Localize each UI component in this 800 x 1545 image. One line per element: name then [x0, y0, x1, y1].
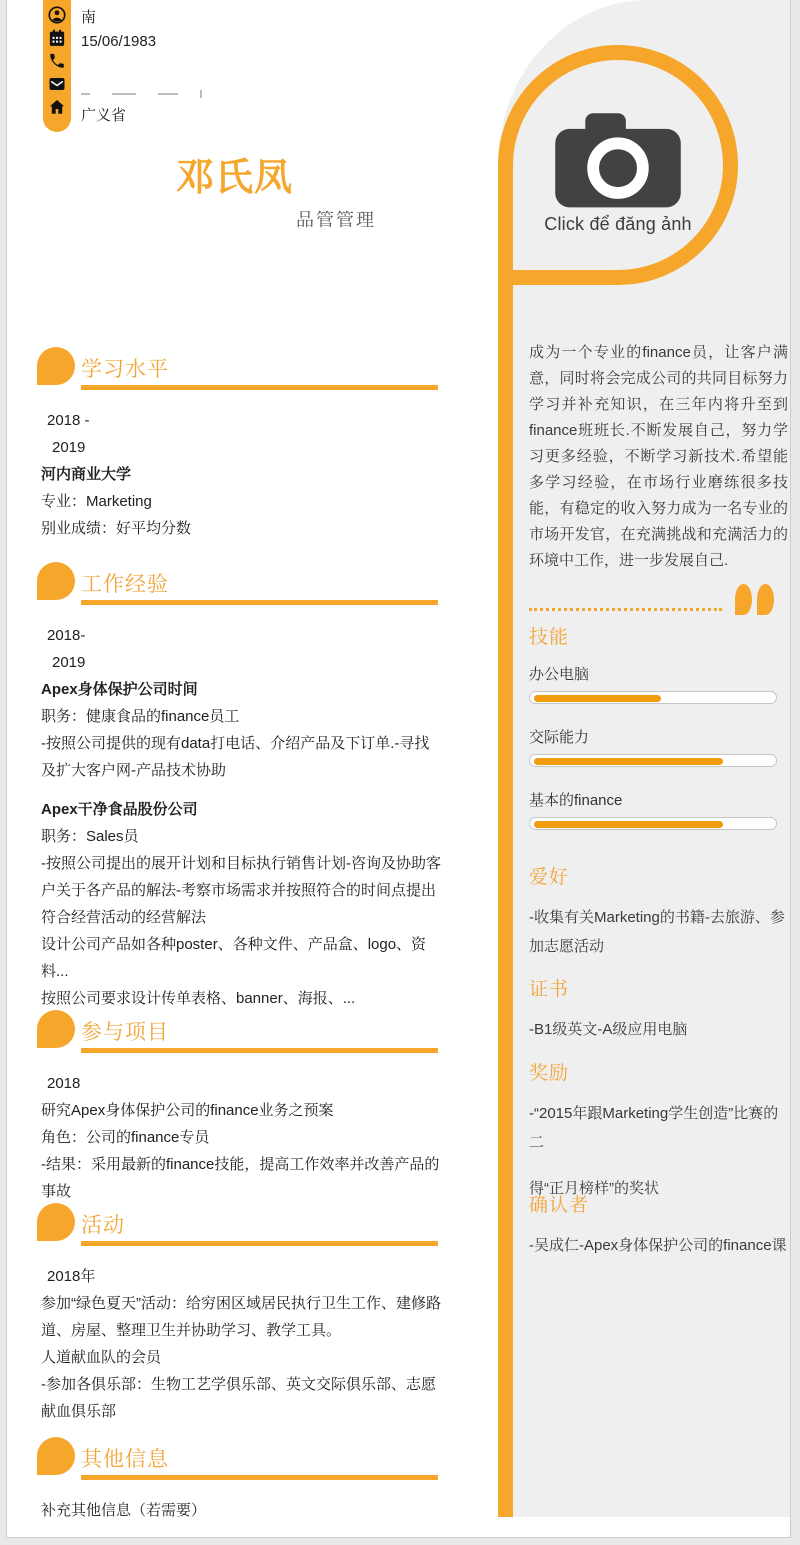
section-underline — [81, 1475, 438, 1480]
phone-icon — [48, 52, 66, 70]
projects-period: 2018 — [47, 1075, 81, 1092]
section-bullet-blob — [37, 1437, 75, 1475]
section-title: 活动 — [81, 1214, 125, 1237]
education-grade: 别业成绩：好平均分数 — [41, 520, 192, 537]
certificates-text: -B1级英文-A级应用电脑 — [529, 1021, 688, 1038]
references-block — [529, 1190, 788, 1260]
skill-label: 基本的finance — [529, 792, 623, 809]
activities-line-1: 参加“绿色夏天”活动：给穷困区域居民执行卫生工作、建修路道、房屋、整理卫生并协助学习、教学工具。 — [41, 1295, 441, 1339]
section-underline — [81, 385, 438, 390]
section-education — [37, 347, 442, 542]
contact-name-value: 南 — [81, 9, 97, 26]
education-period-start: 2018 - — [47, 412, 90, 429]
skill-bar-fill — [534, 695, 661, 702]
experience-company-2: Apex干净食品股份公司 — [41, 801, 198, 818]
candidate-job-title: 品管管理 — [296, 210, 376, 230]
section-title: 工作经验 — [81, 573, 169, 596]
skill-item — [529, 789, 788, 830]
section-underline — [81, 600, 438, 605]
certificates-title: 证书 — [529, 979, 570, 1000]
quote-icon — [735, 584, 774, 615]
hobbies-text: -收集有关Marketing的书籍-去旅游、参加志愿活动 — [529, 909, 785, 955]
skill-bar — [529, 754, 777, 767]
experience-role-1: 职务：健康食品的finance员工 — [41, 708, 240, 725]
skill-label: 办公电脑 — [529, 666, 590, 683]
section-underline — [81, 1241, 438, 1246]
objective-divider — [529, 582, 788, 622]
skill-item — [529, 726, 788, 767]
skill-bar — [529, 691, 777, 704]
skill-label: 交际能力 — [529, 729, 590, 746]
photo-upload-area[interactable] — [498, 45, 738, 285]
home-icon — [48, 98, 66, 116]
email-icon — [48, 75, 66, 93]
education-period-end: 2019 — [52, 439, 86, 456]
cv-page — [6, 0, 791, 1538]
section-title: 学习水平 — [81, 358, 169, 381]
section-title: 其他信息 — [81, 1448, 169, 1471]
camera-icon — [552, 108, 684, 210]
experience-desc-2b: 设计公司产品如各种poster、各种文件、产品盒、logo、资料... — [41, 936, 427, 980]
certificates-block — [529, 974, 788, 1044]
experience-desc-1: -按照公司提供的现有data打电话、介绍产品及下订单.-寻找及扩大客户网-产品技术协助 — [41, 735, 430, 779]
projects-line-1: 研究Apex身体保护公司的finance业务之预案 — [41, 1102, 334, 1119]
contact-birthdate-value: 15/06/1983 — [81, 33, 157, 50]
contact-icon-bar — [43, 0, 71, 132]
activities-line-2: 人道献血队的会员 — [41, 1349, 162, 1366]
references-text: -吴成仁-Apex身体保护公司的finance课 — [529, 1237, 787, 1254]
awards-line-1: -“2015年跟Marketing学生创造”比赛的二 — [529, 1105, 779, 1151]
section-title: 参与项目 — [81, 1021, 169, 1044]
section-bullet-blob — [37, 347, 75, 385]
experience-period-start: 2018- — [47, 627, 86, 644]
section-projects — [37, 1010, 442, 1205]
experience-role-2: 职务：Sales员 — [41, 828, 139, 845]
experience-desc-2a: -按照公司提出的展开计划和目标执行销售计划-咨询及协助客户关于各产品的解法-考察市场需求并按照符合的时间点提出符合经营活动的经营解法 — [41, 855, 441, 926]
skills-block — [529, 622, 788, 852]
section-other-info — [37, 1437, 442, 1524]
accent-bar — [498, 283, 513, 1517]
projects-line-2: 角色：公司的finance专员 — [41, 1129, 210, 1146]
experience-company-1: Apex身体保护公司时间 — [41, 681, 198, 698]
awards-title: 奖励 — [529, 1063, 570, 1084]
hobbies-title: 爱好 — [529, 867, 570, 888]
activities-line-3: -参加各俱乐部：生物工艺学俱乐部、英文交际俱乐部、志愿献血俱乐部 — [41, 1376, 436, 1420]
skill-item — [529, 663, 788, 704]
section-bullet-blob — [37, 1010, 75, 1048]
experience-desc-2c: 按照公司要求设计传单表格、banner、海报、... — [41, 990, 356, 1007]
contact-address-value: 广义省 — [81, 107, 127, 124]
user-icon — [48, 6, 66, 24]
skills-title: 技能 — [529, 627, 570, 648]
education-major: 专业：Marketing — [41, 493, 152, 510]
section-activities — [37, 1203, 442, 1425]
skill-bar-fill — [534, 821, 723, 828]
other-info-text: 补充其他信息（若需要） — [41, 1502, 207, 1519]
section-experience — [37, 562, 442, 1039]
skill-bar — [529, 817, 777, 830]
activities-period: 2018年 — [47, 1268, 96, 1285]
awards-line-2: 得“正月榜样”的奖状 — [529, 1180, 659, 1197]
section-underline — [81, 1048, 438, 1053]
projects-line-3: -结果：采用最新的finance技能，提高工作效率并改善产品的事故 — [41, 1156, 440, 1200]
contact-email-value — [81, 84, 202, 104]
section-bullet-blob — [37, 562, 75, 600]
calendar-icon — [48, 29, 66, 47]
dotted-line — [529, 608, 722, 611]
candidate-name: 邓氏凤 — [176, 157, 294, 199]
career-objective: 成为一个专业的finance员，让客户满意，同时将会完成公司的共同目标努力学习并补充知识，在三年内将升至到finance班班长.不断发展自己，努力学习更多经验，不断学习新技术.希望能多学习经验，在市场行业磨练很多技能，有稳定的收入努力成为一名专业的市场开发官，在充满挑战和充满活力的环境中工作，进一步发展自己. — [529, 344, 788, 569]
references-title: 确认者 — [529, 1195, 590, 1216]
photo-upload-label: Click để đăng ảnh — [544, 214, 692, 234]
experience-period-end: 2019 — [52, 654, 86, 671]
section-bullet-blob — [37, 1203, 75, 1241]
education-school: 河内商业大学 — [41, 466, 132, 483]
awards-block — [529, 1058, 788, 1203]
skill-bar-fill — [534, 758, 723, 765]
hobbies-block — [529, 862, 788, 961]
